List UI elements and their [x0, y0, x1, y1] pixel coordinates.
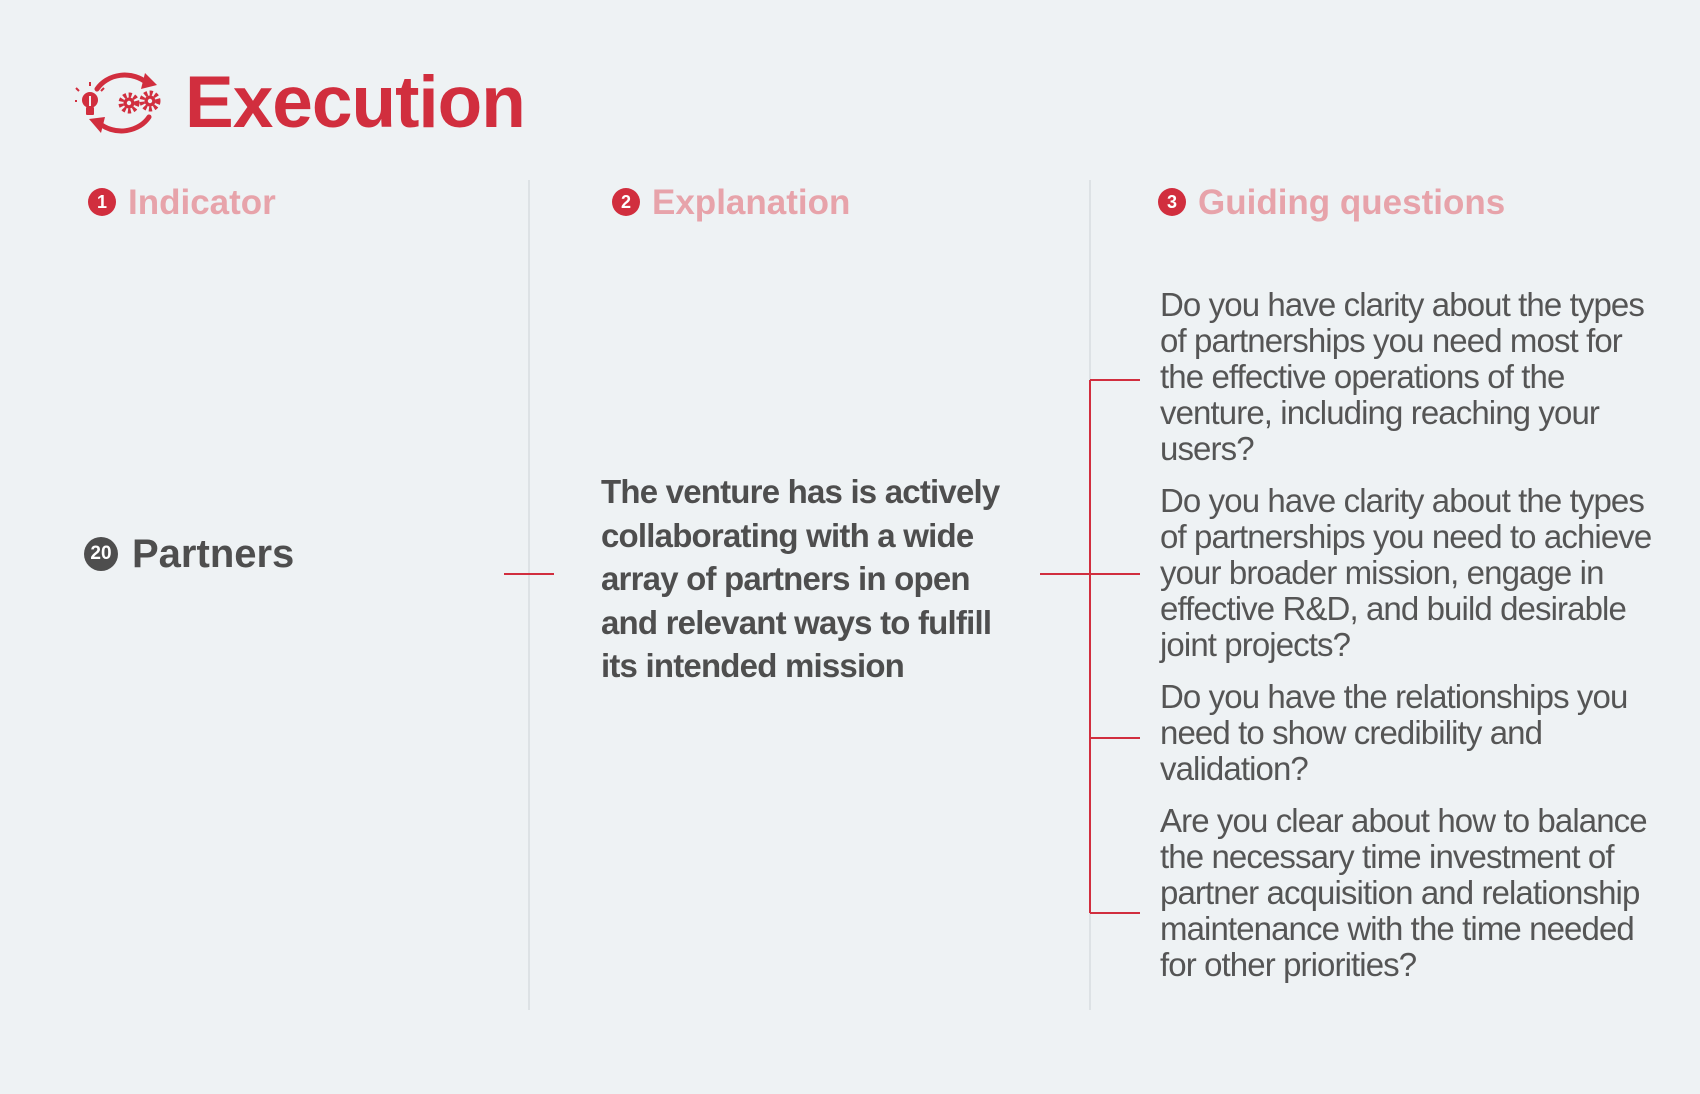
- indicator-number-badge: 20: [84, 537, 118, 571]
- column-number-badge: 2: [612, 188, 640, 216]
- explanation-text: The venture has is actively collaborating with a wide array of partners in open and relevant ways to fulfill its intended mission: [601, 473, 1000, 684]
- guiding-question: Do you have the relationships you need to show credibility and validation?: [1160, 678, 1628, 787]
- column-divider: [528, 180, 530, 1010]
- column-header-indicator: [88, 180, 276, 224]
- column-divider: [1089, 180, 1091, 1010]
- indicator-label: Partners: [132, 532, 295, 576]
- column-label: Guiding questions: [1198, 182, 1506, 222]
- lightbulb-gears-cycle-icon: [75, 67, 171, 137]
- column-number-badge: 3: [1158, 188, 1186, 216]
- page-header: [75, 52, 525, 152]
- column-header-guiding-questions: [1158, 180, 1505, 224]
- column-label: Indicator: [128, 182, 276, 222]
- guiding-question: Are you clear about how to balance the necessary time investment of partner acquisition and relationship maintenance with the time needed for other priorities?: [1160, 802, 1647, 983]
- guiding-question: Do you have clarity about the types of partnerships you need to achieve your broader mission, engage in effective R&D, and build desirable joint projects?: [1160, 482, 1652, 663]
- guiding-question: Do you have clarity about the types of partnerships you need most for the effective operations of the venture, including reaching your users?: [1160, 286, 1644, 467]
- column-header-explanation: [612, 180, 850, 224]
- indicator-item: [84, 534, 294, 574]
- page-title: Execution: [185, 61, 525, 143]
- column-label: Explanation: [652, 182, 851, 222]
- column-number-badge: 1: [88, 188, 116, 216]
